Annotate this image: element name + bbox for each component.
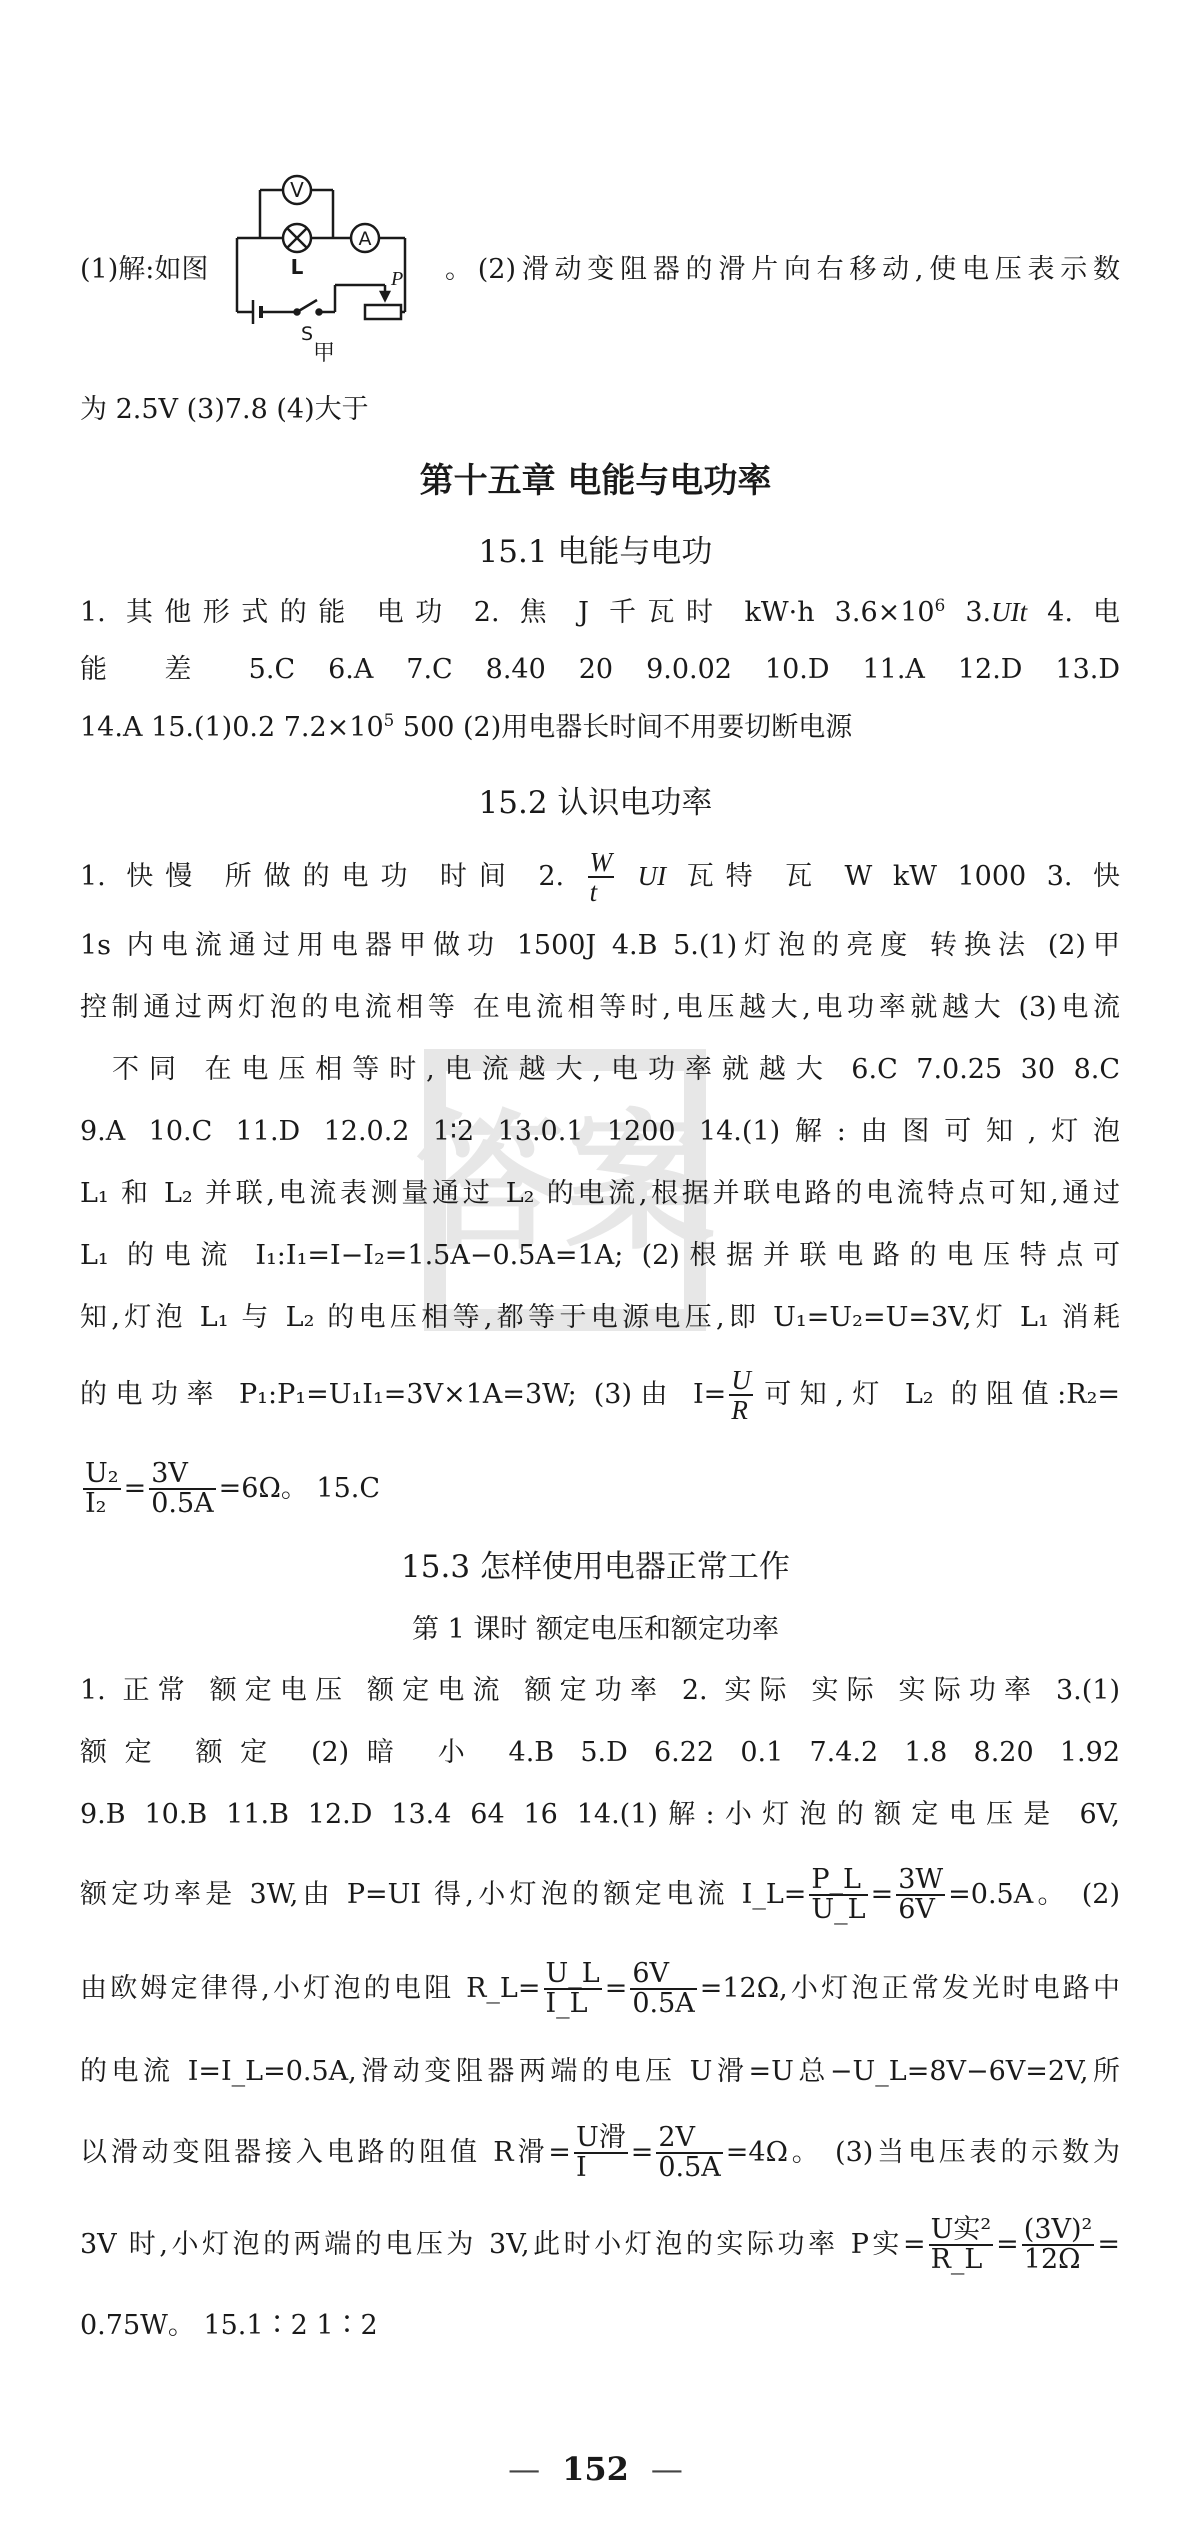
- s152-line-5: 9.A 10.C 11.D 12.0.2 1∶2 13.0.1 1200 14.(1)解:由图可知,灯泡: [80, 1116, 1120, 1147]
- s152-line-9: 的电功率 P₁:P₁=U₁I₁=3V×1A=3W; (3)由 I= $\frac{U}{R}$ 可知,灯 L₂ 的阻值:R₂=: [80, 1365, 1121, 1426]
- s152-line-7: L₁ 的电流 I₁:I₁=I−I₂=1.5A−0.5A=1A; (2)根据并联电路的电压特点可: [80, 1240, 1120, 1271]
- svg-text:P: P: [391, 268, 404, 290]
- svg-text:答案: 答案: [414, 1097, 716, 1271]
- svg-text:V: V: [290, 178, 304, 202]
- circuit-caption: 甲: [313, 341, 336, 366]
- s151-line-3: 14.A 15.(1)0.2 $7.2\times 10^5$ 500 (2)用电器长时间不用要切断电源: [80, 710, 853, 743]
- prev-line-1-right: 。(2)滑动变阻器的滑片向右移动,使电压表示数: [445, 254, 1120, 285]
- prev-line-1-left: (1)解:如图: [80, 254, 209, 285]
- s153-line-6: 的电流 I=I_L=0.5A,滑动变阻器两端的电压 U滑=U总−U_L=8V−6V=2V,所: [80, 2056, 1120, 2087]
- s153-line-1: 1. 正常 额定电压 额定电流 额定功率 2. 实际 实际 实际功率 3.(1): [80, 1675, 1120, 1706]
- svg-text:S: S: [301, 323, 314, 345]
- s151-line-1: 1. 其他形式的能 电功 2. 焦 J 千瓦时 kW·h $3.6\times 10^6$ 3.UIt 4. 电: [80, 595, 1120, 628]
- s152-line-1: 1. 快慢 所做的电功 时间 2. $\frac{W}{t}$ UI 瓦特 瓦 W kW 1000 3. 快: [80, 847, 1120, 908]
- svg-text:A: A: [358, 228, 372, 250]
- s152-line-3: 控制通过两灯泡的电流相等 在电流相等时,电压越大,电功率就越大 (3)电流: [80, 992, 1120, 1023]
- s152-line-8: 知,灯泡 L₁ 与 L₂ 的电压相等,都等于电源电压,即 U₁=U₂=U=3V,灯 L₁ 消耗: [80, 1302, 1120, 1333]
- s153-line-9: 0.75W。 15.1∶2 1∶2: [80, 2310, 378, 2341]
- s153-line-2: 额定 额定 (2)暗 小 4.B 5.D 6.22 0.1 7.4.2 1.8 8.20 1.92: [80, 1737, 1120, 1768]
- s152-line-6: L₁ 和 L₂ 并联,电流表测量通过 L₂ 的电流,根据并联电路的电流特点可知,通过: [80, 1178, 1120, 1209]
- circuit-diagram: [215, 150, 435, 345]
- s153-line-7: 以滑动变阻器接入电路的阻值 R滑= $\frac{\text{U滑}}{I}$ = $\frac{2V}{0.5A}$ =4Ω。 (3)当电压表的示数为: [80, 2122, 1120, 2184]
- s153-line-5: 由欧姆定律得,小灯泡的电阻 R_L= $\frac{U\_L}{I\_L}$ = $\frac{6V}{0.5A}$ =12Ω,小灯泡正常发光时电路中: [80, 1958, 1121, 2020]
- s153-line-3: 9.B 10.B 11.B 12.D 13.4 64 16 14.(1)解:小灯泡的额定电压是 6V,: [80, 1799, 1120, 1830]
- chapter-title: 第十五章 电能与电功率: [419, 461, 772, 501]
- lesson-1-heading: 第 1 课时 额定电压和额定功率: [412, 1614, 779, 1645]
- prev-line-2: 为 2.5V (3)7.8 (4)大于: [80, 394, 369, 425]
- rheostat-symbol: [365, 305, 401, 319]
- s153-line-8: 3V 时,小灯泡的两端的电压为 3V,此时小灯泡的实际功率 P实= $\frac{\text{U实²}}{R\_L}$ = $\frac{\text{(3V)²}}{12\Omega}$ =: [80, 2214, 1120, 2276]
- section-15-2-heading: 15.2 认识电功率: [478, 785, 713, 821]
- s153-line-4: 额定功率是 3W,由 P=UI 得,小灯泡的额定电流 I_L= $\frac{P\_L}{U\_L}$ = $\frac{3W}{6V}$ =0.5A。 (2): [80, 1864, 1120, 1926]
- svg-text:L: L: [290, 255, 304, 279]
- page-number: — 152 —: [508, 2450, 683, 2488]
- section-15-3-heading: 15.3 怎样使用电器正常工作: [401, 1549, 790, 1585]
- section-15-1-heading: 15.1 电能与电功: [478, 534, 713, 570]
- s152-line-4: 不同 在电压相等时,电流越大,电功率就越大 6.C 7.0.25 30 8.C: [112, 1054, 1120, 1085]
- s152-line-2: 1s 内电流通过用电器甲做功 1500J 4.B 5.(1)灯泡的亮度 转换法 (2)甲: [80, 930, 1120, 961]
- s152-line-10: $\frac{\text{U₂}}{\text{I₂}}$ = $\frac{3V}{0.5A}$ =6Ω。 15.C: [85, 1458, 381, 1520]
- s151-line-2: 能 差 5.C 6.A 7.C 8.40 20 9.0.02 10.D 11.A 12.D 13.D: [80, 654, 1120, 685]
